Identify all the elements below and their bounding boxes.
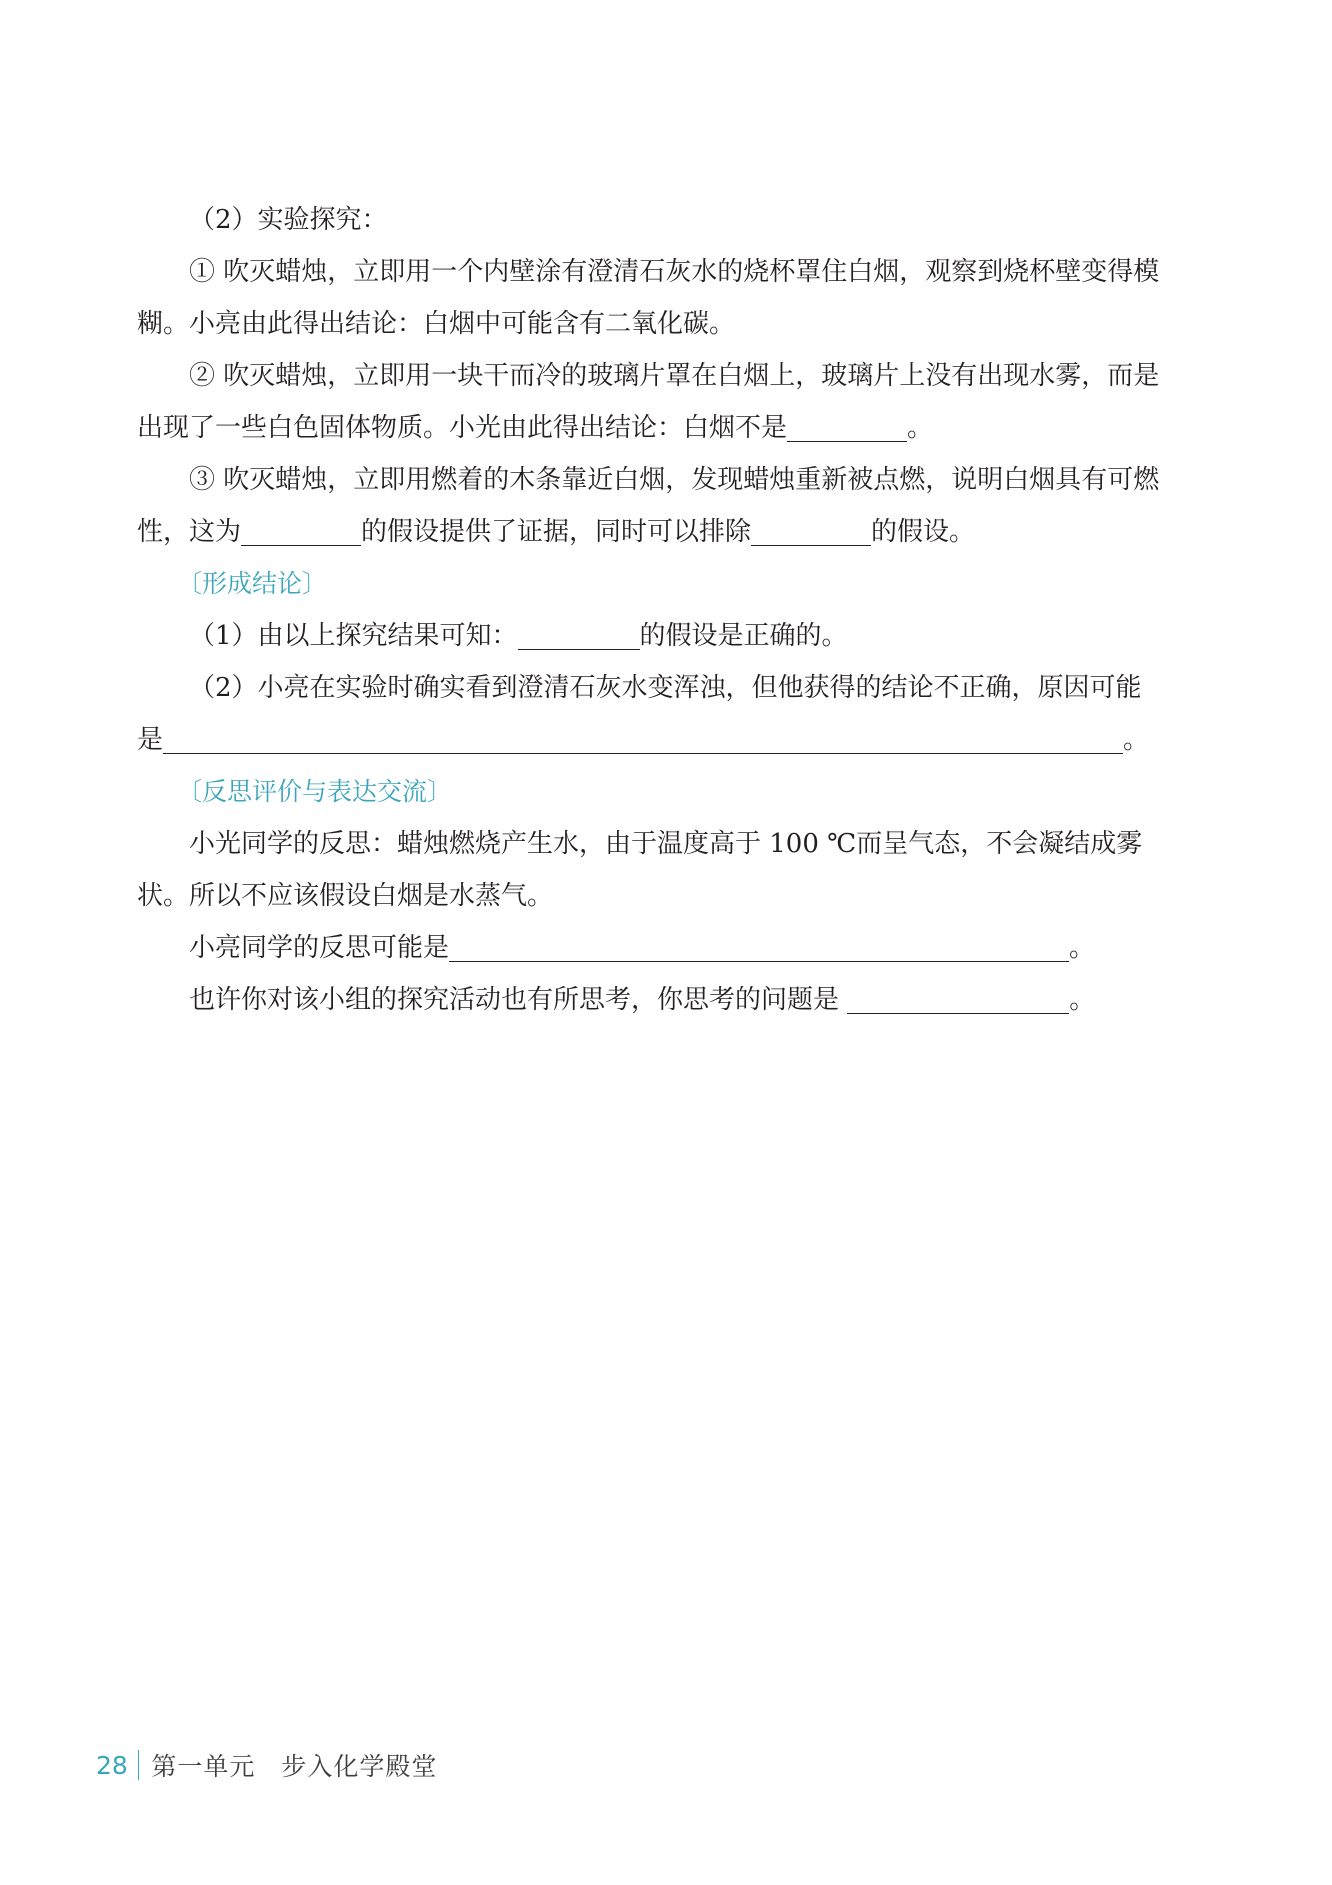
page-content bbox=[137, 194, 1165, 1026]
section-title-conclusion-text: 〔形成结论〕 bbox=[177, 569, 328, 598]
conclusion-2-end: 。 bbox=[1123, 725, 1150, 755]
page-number: 28 bbox=[96, 1750, 128, 1780]
answer-blank[interactable] bbox=[518, 617, 640, 650]
section-title-reflection bbox=[137, 766, 1165, 818]
reflection-2-end: 。 bbox=[1069, 933, 1096, 963]
step-1-text: ① 吹灭蜡烛，立即用一个内壁涂有澄清石灰水的烧杯罩住白烟，观察到烧杯壁变得模糊。小亮由此得出结论：白烟中可能含有二氧化碳。 bbox=[137, 257, 1160, 339]
reflection-1-text: 小光同学的反思：蜡烛燃烧产生水，由于温度高于 100 ℃而呈气态，不会凝结成雾状。所以不应该假设白烟是水蒸气。 bbox=[137, 829, 1143, 911]
step-3-text-b: 的假设提供了证据，同时可以排除 bbox=[361, 517, 752, 547]
experiment-heading bbox=[137, 194, 1165, 246]
reflection-3-text: 也许你对该小组的探究活动也有所思考，你思考的问题是 bbox=[189, 985, 848, 1015]
answer-blank[interactable] bbox=[751, 513, 871, 546]
answer-blank[interactable] bbox=[847, 981, 1069, 1014]
conclusion-2-paragraph bbox=[137, 662, 1165, 766]
experiment-heading-text: （2）实验探究： bbox=[189, 205, 388, 235]
reflection-3-paragraph bbox=[137, 974, 1165, 1026]
step-3-paragraph bbox=[137, 454, 1165, 558]
reflection-3-end: 。 bbox=[1069, 985, 1096, 1015]
step-1-paragraph bbox=[137, 246, 1165, 350]
footer-divider bbox=[138, 1750, 140, 1780]
unit-title: 第一单元 步入化学殿堂 bbox=[151, 1752, 438, 1781]
answer-blank[interactable] bbox=[163, 721, 1123, 754]
conclusion-1-text-a: （1）由以上探究结果可知： bbox=[189, 621, 518, 651]
section-title-reflection-text: 〔反思评价与表达交流〕 bbox=[177, 777, 453, 806]
conclusion-1-paragraph bbox=[137, 610, 1165, 662]
page-footer bbox=[96, 1748, 437, 1782]
section-title-conclusion bbox=[137, 558, 1165, 610]
reflection-1-paragraph bbox=[137, 818, 1165, 922]
step-3-text-a: ③ 吹灭蜡烛，立即用燃着的木条靠近白烟，发现蜡烛重新被点燃，说明白烟具有可燃性，这为 bbox=[137, 465, 1160, 547]
reflection-2-paragraph bbox=[137, 922, 1165, 974]
reflection-2-text: 小亮同学的反思可能是 bbox=[189, 933, 450, 963]
step-2-text: ② 吹灭蜡烛，立即用一块干而冷的玻璃片罩在白烟上，玻璃片上没有出现水雾，而是出现了一些白色固体物质。小光由此得出结论：白烟不是 bbox=[137, 361, 1160, 443]
conclusion-1-text-b: 的假设是正确的。 bbox=[639, 621, 848, 651]
answer-blank[interactable] bbox=[241, 513, 361, 546]
answer-blank[interactable] bbox=[449, 929, 1069, 962]
conclusion-2-text: （2）小亮在实验时确实看到澄清石灰水变浑浊，但他获得的结论不正确，原因可能是 bbox=[137, 673, 1142, 755]
step-3-text-c: 的假设。 bbox=[871, 517, 976, 547]
step-2-end: 。 bbox=[907, 413, 934, 443]
step-2-paragraph bbox=[137, 350, 1165, 454]
answer-blank[interactable] bbox=[787, 409, 907, 442]
